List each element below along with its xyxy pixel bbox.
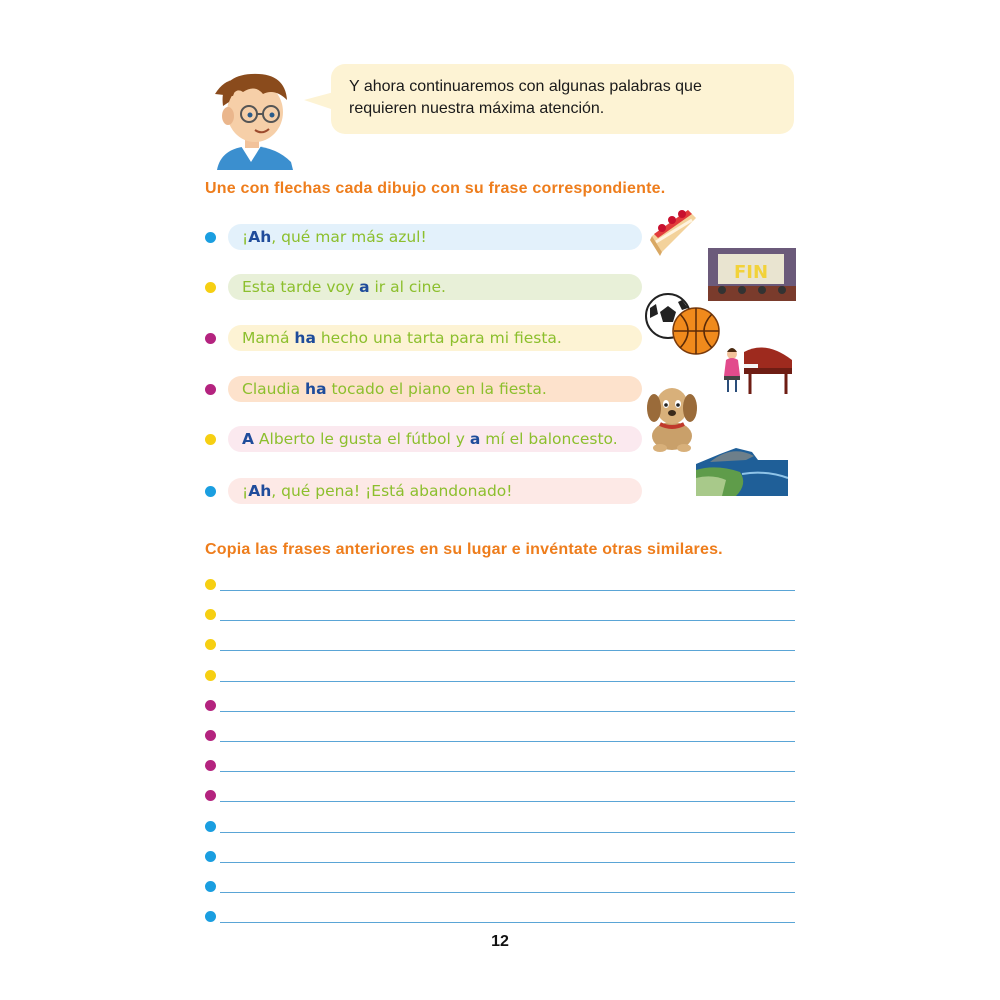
writing-line-bullet (205, 790, 216, 801)
boy-with-glasses-illustration (205, 66, 300, 170)
exercise-1-title: Une con flechas cada dibujo con su frase correspondiente. (205, 180, 666, 197)
page-number: 12 (491, 933, 509, 950)
sentence-text-part: A (242, 430, 254, 448)
sentence-text-part: ¡ (242, 482, 249, 500)
writing-line-bullet (205, 700, 216, 711)
exercise-2-title: Copia las frases anteriores en su lugar e invéntate otras similares. (205, 541, 723, 558)
writing-line[interactable] (220, 681, 795, 682)
speech-bubble-tail (304, 92, 334, 110)
writing-line[interactable] (220, 620, 795, 621)
writing-line[interactable] (220, 711, 795, 712)
writing-line-bullet (205, 639, 216, 650)
sentence-text-part: a (469, 430, 481, 448)
sentence-text-part: Esta tarde voy (242, 278, 360, 296)
sentence-bullet (205, 434, 216, 445)
sentence-bullet (205, 384, 216, 395)
writing-line[interactable] (220, 922, 795, 923)
sentence-text-part: Ah (248, 228, 272, 246)
writing-line-bullet (205, 821, 216, 832)
writing-line-bullet (205, 851, 216, 862)
sentence-text-part: , qué pena! ¡Está abandonado! (271, 482, 513, 500)
cake-slice-picture (648, 206, 700, 256)
writing-line[interactable] (220, 892, 795, 893)
writing-line-bullet (205, 881, 216, 892)
speech-line-1: Y ahora continuaremos con algunas palabras que (349, 78, 702, 95)
sentence-text-part: hecho una tarta para mi fiesta. (315, 329, 562, 347)
writing-line[interactable] (220, 650, 795, 651)
sentence-text-part: tocado el piano en la fiesta. (326, 380, 547, 398)
speech-line-2: requieren nuestra máxima atención. (349, 100, 605, 117)
sentence-text-part: ha (305, 380, 327, 398)
sentence-bullet (205, 232, 216, 243)
sentence-bullet (205, 486, 216, 497)
cinema-fin-sign: FIN (733, 262, 769, 283)
writing-line-bullet (205, 730, 216, 741)
writing-line[interactable] (220, 801, 795, 802)
sentence-pill[interactable] (228, 376, 642, 402)
sentence-text-part: Claudia (242, 380, 306, 398)
speech-bubble (331, 64, 794, 134)
sentence-bullet (205, 333, 216, 344)
sentence-text-part: a (359, 278, 370, 296)
writing-line[interactable] (220, 862, 795, 863)
sentence-text-part: ¡ (242, 228, 249, 246)
writing-line-bullet (205, 609, 216, 620)
writing-line[interactable] (220, 590, 795, 591)
speech-bubble-text (349, 76, 780, 120)
sentence-text-part: Mamá (242, 329, 295, 347)
sentence-text-part: , qué mar más azul! (271, 228, 427, 246)
sentence-pill[interactable] (228, 478, 642, 504)
sentence-pill[interactable] (228, 274, 642, 300)
balls-picture (644, 292, 724, 356)
writing-line[interactable] (220, 741, 795, 742)
sea-landscape-picture (696, 444, 788, 496)
sentence-bullet (205, 282, 216, 293)
sentence-text-part: ha (294, 329, 316, 347)
writing-line[interactable] (220, 832, 795, 833)
writing-line-bullet (205, 670, 216, 681)
writing-line[interactable] (220, 771, 795, 772)
sentence-text-part: mí el baloncesto. (480, 430, 618, 448)
sentence-text-part: Alberto le gusta el fútbol y (254, 430, 470, 448)
sentence-pill[interactable] (228, 325, 642, 351)
writing-line-bullet (205, 911, 216, 922)
sentence-text-part: Ah (248, 482, 272, 500)
sentence-pill[interactable] (228, 224, 642, 250)
sentence-text-part: ir al cine. (369, 278, 446, 296)
girl-playing-piano-picture (720, 340, 796, 396)
sentence-pill[interactable] (228, 426, 642, 452)
writing-line-bullet (205, 760, 216, 771)
writing-line-bullet (205, 579, 216, 590)
sad-dog-picture (644, 380, 700, 452)
